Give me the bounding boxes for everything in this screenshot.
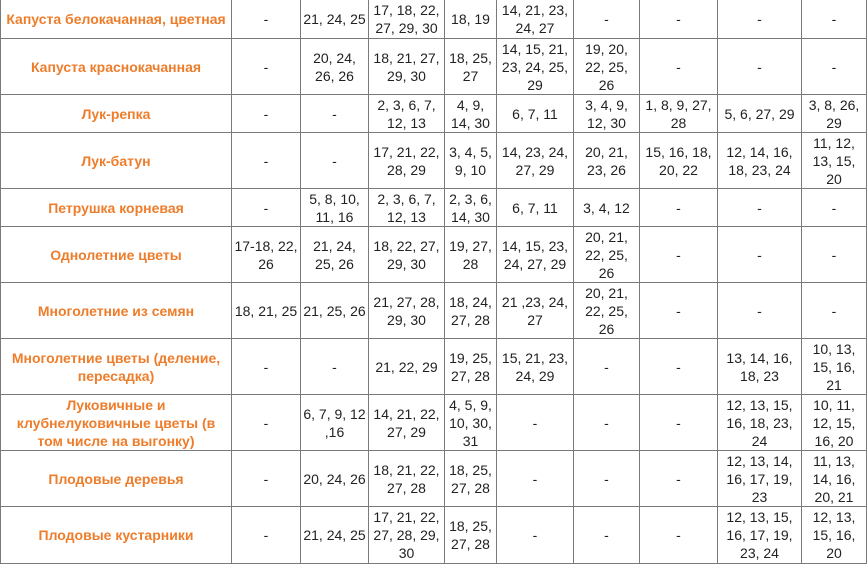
crop-name-cell: Капуста краснокачанная	[1, 39, 232, 95]
date-cell: -	[718, 283, 802, 339]
date-cell: 14, 21, 22, 27, 29	[369, 395, 445, 451]
date-cell: 18, 25, 27, 28	[445, 507, 497, 564]
date-cell: -	[301, 133, 369, 189]
crop-name-cell: Лук-батун	[1, 133, 232, 189]
date-cell: 15, 16, 18, 20, 22	[640, 133, 718, 189]
date-cell: 21, 24, 25	[301, 507, 369, 564]
date-cell: -	[802, 0, 867, 39]
crop-name-cell: Плодовые деревья	[1, 451, 232, 507]
table-row	[1, 227, 867, 283]
date-cell: -	[232, 339, 301, 395]
date-cell: 11, 13, 14, 16, 20, 21	[802, 451, 867, 507]
table-row	[1, 395, 867, 451]
date-cell: 3, 4, 5, 9, 10	[445, 133, 497, 189]
date-cell: 3, 4, 12	[574, 189, 640, 227]
date-cell: -	[232, 451, 301, 507]
date-cell: 6, 7, 11	[497, 95, 574, 133]
table-row	[1, 283, 867, 339]
crop-name-cell: Многолетние из семян	[1, 283, 232, 339]
date-cell: 21, 24, 25, 26	[301, 227, 369, 283]
table-body	[1, 0, 867, 564]
date-cell: -	[802, 227, 867, 283]
date-cell: 12, 14, 16, 18, 23, 24	[718, 133, 802, 189]
date-cell: -	[640, 395, 718, 451]
date-cell: 20, 21, 23, 26	[574, 133, 640, 189]
date-cell: -	[574, 395, 640, 451]
date-cell: -	[640, 339, 718, 395]
date-cell: -	[802, 283, 867, 339]
date-cell: 12, 13, 15, 16, 17, 19, 23, 24	[718, 507, 802, 564]
date-cell: -	[718, 189, 802, 227]
date-cell: -	[574, 507, 640, 564]
date-cell: 6, 7, 11	[497, 189, 574, 227]
date-cell: 18, 19	[445, 0, 497, 39]
date-cell: -	[640, 283, 718, 339]
date-cell: -	[574, 0, 640, 39]
table-row	[1, 507, 867, 564]
date-cell: 20, 24, 26	[301, 451, 369, 507]
date-cell: 18, 21, 27, 29, 30	[369, 39, 445, 95]
date-cell: -	[497, 451, 574, 507]
date-cell: 1, 8, 9, 27, 28	[640, 95, 718, 133]
date-cell: -	[232, 0, 301, 39]
date-cell: 17, 18, 22, 27, 29, 30	[369, 0, 445, 39]
date-cell: 17, 21, 22, 27, 28, 29, 30	[369, 507, 445, 564]
table-row	[1, 95, 867, 133]
date-cell: 21, 27, 28, 29, 30	[369, 283, 445, 339]
crop-name-cell: Капуста белокачанная, цветная	[1, 0, 232, 39]
date-cell: 18, 25, 27, 28	[445, 451, 497, 507]
date-cell: -	[497, 507, 574, 564]
date-cell: -	[718, 0, 802, 39]
crop-name-cell: Плодовые кустарники	[1, 507, 232, 564]
crop-name-cell: Петрушка корневая	[1, 189, 232, 227]
date-cell: 2, 3, 6, 7, 12, 13	[369, 95, 445, 133]
date-cell: 15, 21, 23, 24, 29	[497, 339, 574, 395]
date-cell: 10, 11, 12, 15, 16, 20	[802, 395, 867, 451]
table-row	[1, 339, 867, 395]
table-row	[1, 451, 867, 507]
date-cell: -	[574, 339, 640, 395]
date-cell: 21, 25, 26	[301, 283, 369, 339]
date-cell: 14, 21, 23, 24, 27	[497, 0, 574, 39]
date-cell: 21, 24, 25	[301, 0, 369, 39]
date-cell: -	[640, 189, 718, 227]
date-cell: -	[802, 39, 867, 95]
date-cell: 21, 22, 29	[369, 339, 445, 395]
date-cell: 12, 13, 14, 16, 17, 19, 23	[718, 451, 802, 507]
date-cell: -	[301, 339, 369, 395]
date-cell: 4, 5, 9, 10, 30, 31	[445, 395, 497, 451]
date-cell: 12, 13, 15, 16, 18, 23, 24	[718, 395, 802, 451]
date-cell: 2, 3, 6, 14, 30	[445, 189, 497, 227]
date-cell: 12, 13, 15, 16, 20	[802, 507, 867, 564]
date-cell: 19, 27, 28	[445, 227, 497, 283]
date-cell: 11, 12, 13, 15, 20	[802, 133, 867, 189]
date-cell: 10, 13, 15, 16, 21	[802, 339, 867, 395]
date-cell: 18, 25, 27	[445, 39, 497, 95]
crop-name-cell: Однолетние цветы	[1, 227, 232, 283]
date-cell: 20, 21, 22, 25, 26	[574, 227, 640, 283]
date-cell: 3, 8, 26, 29	[802, 95, 867, 133]
date-cell: -	[640, 39, 718, 95]
date-cell: -	[232, 133, 301, 189]
date-cell: 5, 8, 10, 11, 16	[301, 189, 369, 227]
date-cell: 21 ,23, 24, 27	[497, 283, 574, 339]
date-cell: -	[232, 507, 301, 564]
date-cell: 20, 24, 26, 26	[301, 39, 369, 95]
date-cell: 18, 21, 25	[232, 283, 301, 339]
date-cell: 17-18, 22, 26	[232, 227, 301, 283]
date-cell: -	[232, 39, 301, 95]
date-cell: -	[640, 451, 718, 507]
date-cell: -	[232, 95, 301, 133]
date-cell: -	[574, 451, 640, 507]
date-cell: 19, 20, 22, 25, 26	[574, 39, 640, 95]
date-cell: -	[640, 507, 718, 564]
table-row	[1, 39, 867, 95]
table-row	[1, 0, 867, 39]
date-cell: 20, 21, 22, 25, 26	[574, 283, 640, 339]
date-cell: 17, 21, 22, 28, 29	[369, 133, 445, 189]
date-cell: -	[301, 95, 369, 133]
date-cell: 18, 21, 22, 27, 28	[369, 451, 445, 507]
date-cell: -	[640, 0, 718, 39]
date-cell: -	[718, 227, 802, 283]
crop-name-cell: Многолетние цветы (деление, пересадка)	[1, 339, 232, 395]
date-cell: 5, 6, 27, 29	[718, 95, 802, 133]
date-cell: 4, 9, 14, 30	[445, 95, 497, 133]
date-cell: -	[640, 227, 718, 283]
date-cell: 18, 24, 27, 28	[445, 283, 497, 339]
date-cell: -	[232, 189, 301, 227]
date-cell: 19, 25, 27, 28	[445, 339, 497, 395]
date-cell: -	[232, 395, 301, 451]
crop-name-cell: Луковичные и клубнелуковичные цветы (в том числе на выгонку)	[1, 395, 232, 451]
crop-name-cell: Лук-репка	[1, 95, 232, 133]
date-cell: 14, 15, 23, 24, 27, 29	[497, 227, 574, 283]
date-cell: -	[802, 189, 867, 227]
date-cell: 6, 7, 9, 12 ,16	[301, 395, 369, 451]
date-cell: 13, 14, 16, 18, 23	[718, 339, 802, 395]
table-row	[1, 133, 867, 189]
date-cell: 14, 23, 24, 27, 29	[497, 133, 574, 189]
date-cell: 18, 22, 27, 29, 30	[369, 227, 445, 283]
table-row	[1, 189, 867, 227]
date-cell: -	[497, 395, 574, 451]
date-cell: 14, 15, 21, 23, 24, 25, 29	[497, 39, 574, 95]
date-cell: -	[718, 39, 802, 95]
date-cell: 3, 4, 9, 12, 30	[574, 95, 640, 133]
date-cell: 2, 3, 6, 7, 12, 13	[369, 189, 445, 227]
